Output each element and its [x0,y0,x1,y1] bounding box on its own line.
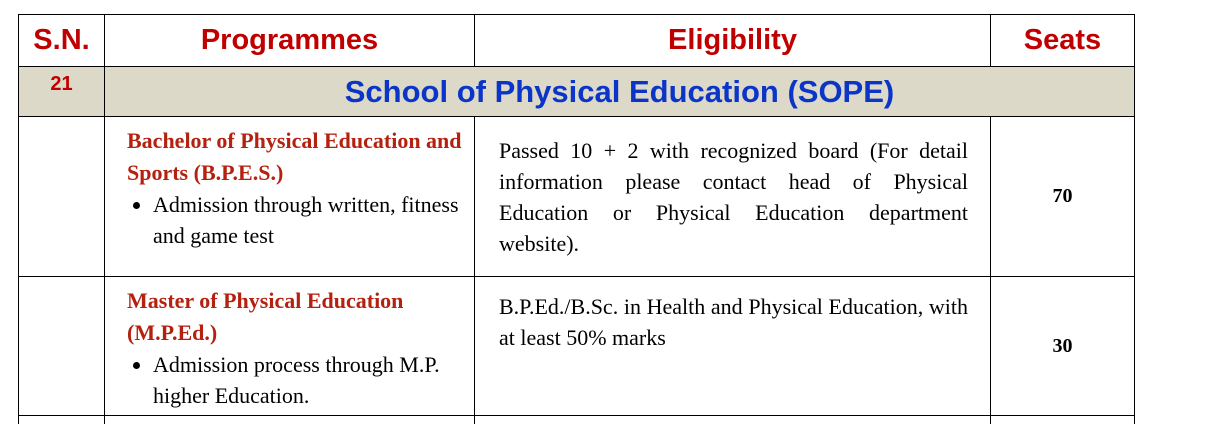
header-row [19,15,1135,67]
school-row [19,67,1135,117]
header-seats: Seats [991,15,1135,67]
programme-notes [127,189,464,251]
programme-title: Master of Physical Education (M.P.Ed.) [127,288,404,345]
school-name: School of Physical Education (SOPE) [105,67,1135,117]
programme-note: • Admission through written, fitness and game test [153,189,464,251]
programme-notes [127,349,464,411]
school-number: 21 [19,67,105,117]
programme-note: • Admission process through M.P. higher Education. [153,349,464,411]
seats-cell: 70 [991,117,1135,277]
programmes-table [18,14,1135,424]
header-programmes: Programmes [105,15,475,67]
seats-cell: 30 [991,277,1135,416]
programme-cell [105,277,475,416]
eligibility-cell: B.P.Ed./B.Sc. in Health and Physical Education, with at least 50% marks [475,277,991,416]
header-eligibility: Eligibility [475,15,991,67]
header-sn: S.N. [19,15,105,67]
table-row [19,117,1135,277]
sn-cell [19,277,105,416]
programme-title: Bachelor of Physical Education and Sports (B.P.E.S.) [127,128,462,185]
eligibility-cell: Passed 10 + 2 with recognized board (For detail information please contact head of Physical Education or Physical Education department website). [475,117,991,277]
sn-cell [19,117,105,277]
programme-cell [105,117,475,277]
table-row [19,277,1135,416]
table-continuation [19,416,1135,425]
